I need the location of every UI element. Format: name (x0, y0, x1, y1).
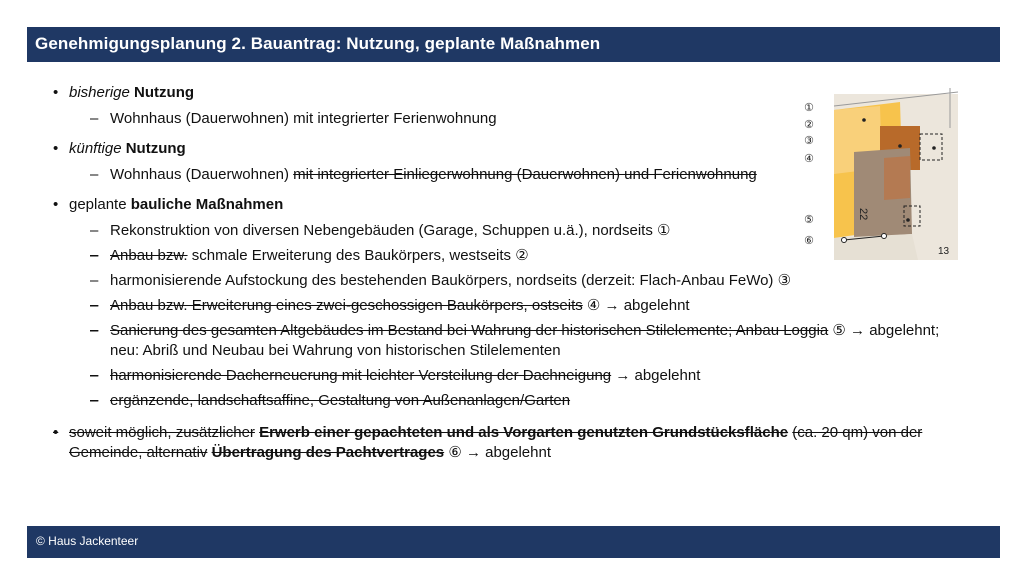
footer: © Haus Jackenteer (27, 526, 1000, 558)
site-plan-image (800, 88, 958, 260)
bullet-plain: geplante (69, 196, 127, 213)
bullet-bold: bauliche Maßnahmen (130, 196, 284, 213)
slide-title: Genehmigungsplanung 2. Bauantrag: Nutzung, geplante Maßnahmen (27, 27, 1000, 62)
bullet-struck-bold: Übertragung des Pachtvertrages (211, 444, 445, 461)
sub-kuenftige-nutzung (40, 165, 760, 185)
sub-text-struck: mit integrierter Einliegerwohnung (Dauerwohnen) und Ferienwohnung (293, 166, 757, 183)
item-text: Rekonstruktion von diversen Nebengebäuden (Garage, Schuppen u.ä.), nordseits ① (110, 222, 671, 239)
plot-number-label: 13 (938, 246, 950, 257)
massnahme-item (40, 271, 970, 291)
bullet-dot: • (53, 140, 59, 157)
sub-dash: – (90, 247, 99, 264)
item-text-struck: Anbau bzw. Erweiterung eines zwei-geschossigen Baukörpers, ostseits (110, 297, 583, 314)
bullet-grundstueckserwerb (40, 423, 970, 463)
bullet-struck: soweit möglich, zusätzlicher (69, 424, 255, 441)
sub-dash: – (90, 392, 99, 409)
bullet-bold: Nutzung (134, 84, 195, 101)
item-text-struck: harmonisierende Dacherneuerung mit leichter Versteilung der Dachneigung (110, 367, 612, 384)
bullet-bold: Nutzung (125, 140, 186, 157)
sub-dash: – (90, 367, 99, 384)
bullet-italic: bisherige (69, 84, 130, 101)
massnahme-item (40, 296, 970, 316)
massnahme-item (40, 321, 970, 361)
sub-dash: – (90, 110, 99, 127)
item-text: ⑤ → abgelehnt; neu: Abriß und Neubau bei Wahrung von historischen Stilelementen (110, 322, 940, 359)
sub-dash: – (90, 297, 99, 314)
massnahme-item (40, 391, 970, 411)
sub-dash: – (90, 222, 99, 239)
sub-dash: – (90, 166, 99, 183)
map-marker-2: ② (804, 118, 814, 131)
map-marker-6: ⑥ (804, 234, 814, 247)
sub-dash: – (90, 322, 99, 339)
map-marker-4: ④ (804, 152, 814, 165)
map-marker-1: ① (804, 101, 814, 114)
sub-text: Wohnhaus (Dauerwohnen) (110, 166, 289, 183)
item-text-struck: Anbau bzw. (110, 247, 188, 264)
house-number-label: 22 (857, 208, 869, 221)
item-text: harmonisierende Aufstockung des bestehenden Baukörpers, nordseits (derzeit: Flach-Anbau FeWo) ③ (110, 272, 792, 289)
map-marker-3: ③ (804, 134, 814, 147)
bullet-dot: • (53, 84, 59, 101)
sub-text: Wohnhaus (Dauerwohnen) mit integrierter Ferienwohnung (110, 110, 497, 127)
map-marker-5: ⑤ (804, 213, 814, 226)
bullet-plain: ⑥ → abgelehnt (448, 444, 552, 461)
item-text-struck: Sanierung des gesamten Altgebäudes im Bestand bei Wahrung der historischen Stilelemente; Anbau Loggia (110, 322, 829, 339)
item-text: → abgelehnt (615, 367, 701, 384)
bullet-italic: künftige (69, 140, 122, 157)
item-text-struck: ergänzende, landschaftsaffine, Gestaltung von Außenanlagen/Garten (110, 392, 571, 409)
bullet-dot: • (53, 424, 59, 441)
sub-dash: – (90, 272, 99, 289)
item-text: ④ → abgelehnt (586, 297, 690, 314)
bullet-struck: (ca. 20 qm) von der Gemeinde, alternativ (69, 424, 923, 461)
bullet-dot: • (53, 196, 59, 213)
bullet-struck-bold: Erwerb einer gepachteten und als Vorgarten genutzten Grundstücksfläche (259, 424, 789, 441)
massnahme-item (40, 366, 970, 386)
item-text: schmale Erweiterung des Baukörpers, westseits ② (191, 247, 529, 264)
